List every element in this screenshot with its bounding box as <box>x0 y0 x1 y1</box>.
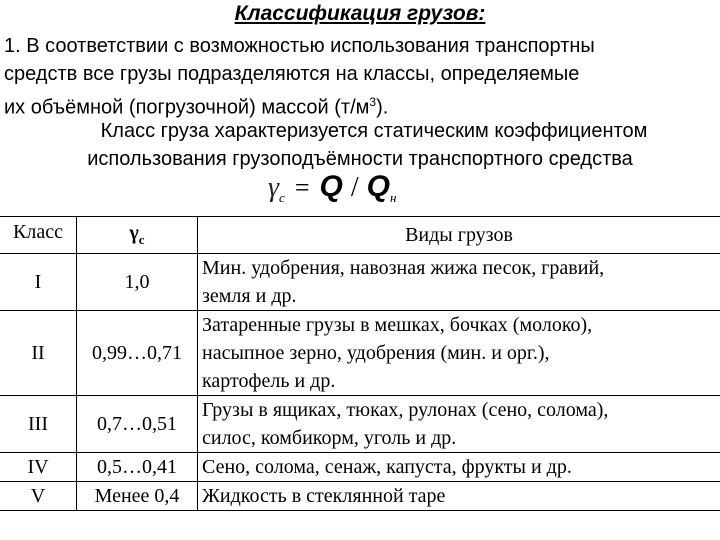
cell-class: V <box>0 482 77 511</box>
header-gamma <box>77 217 198 254</box>
formula <box>268 170 396 214</box>
cell-class: IV <box>0 453 77 482</box>
cell-gamma: 1,0 <box>77 254 198 311</box>
cell-line: Жидкость в стеклянной таре <box>202 485 446 507</box>
cell-line: Мин. удобрения, навозная жижа песок, гравий, <box>202 257 605 279</box>
superscript: 3 <box>369 95 377 109</box>
header-gamma-symbol: γ <box>129 222 139 244</box>
paragraph-coefficient <box>0 117 720 173</box>
cell-line: Сено, солома, сенаж, капуста, фрукты и др. <box>202 456 572 478</box>
cell-line: силос, комбикорм, уголь и др. <box>202 427 457 449</box>
cell-line: Затаренные грузы в мешках, бочках (молоко), <box>202 314 593 336</box>
cell-types <box>198 396 720 453</box>
cell-types <box>198 254 720 311</box>
paragraph-classes <box>4 32 720 122</box>
formula-qn: Q <box>366 170 390 203</box>
table-row <box>0 254 720 311</box>
page-title: Классификация грузов: <box>234 2 486 25</box>
paragraph-text-end: ). <box>376 96 389 119</box>
formula-q: Q <box>319 170 343 203</box>
cell-class: III <box>0 396 77 453</box>
paragraph-line: Класс груза характеризуется статическим коэффициентом <box>100 120 648 142</box>
cell-line: картофель и др. <box>202 370 336 392</box>
header-gamma-sub: с <box>138 232 145 247</box>
paragraph-text: их объёмной (погрузочной) массой (т/м <box>4 96 370 119</box>
table-row <box>0 311 720 396</box>
table-row <box>0 396 720 453</box>
formula-qn-sub: н <box>389 190 397 205</box>
formula-slash: / <box>350 172 359 203</box>
cell-class: I <box>0 254 77 311</box>
cell-gamma: 0,99…0,71 <box>77 311 198 396</box>
cell-line: земля и др. <box>202 285 297 307</box>
cell-line: Грузы в ящиках, тюках, рулонах (сено, солома), <box>202 399 609 421</box>
header-types: Виды грузов <box>198 217 720 254</box>
paragraph-line: использования грузоподъёмности транспортного средства <box>87 148 633 170</box>
cell-line: насыпное зерно, удобрения (мин. и орг.), <box>202 342 550 364</box>
formula-gamma: γ <box>268 172 280 203</box>
header-class: Класс <box>0 217 77 254</box>
cell-gamma: 0,7…0,51 <box>77 396 198 453</box>
cell-types <box>198 482 720 511</box>
cell-gamma: Менее 0,4 <box>77 482 198 511</box>
formula-equals: = <box>294 173 310 202</box>
cell-class: II <box>0 311 77 396</box>
cell-types <box>198 311 720 396</box>
formula-gamma-sub: с <box>279 190 285 205</box>
paragraph-line: 1. В соответствии с возможностью использования транспортны <box>4 35 595 57</box>
cell-gamma: 0,5…0,41 <box>77 453 198 482</box>
cell-types <box>198 453 720 482</box>
table-header-row <box>0 217 720 254</box>
table-row <box>0 482 720 511</box>
table-row <box>0 453 720 482</box>
cargo-class-table <box>0 216 720 511</box>
paragraph-line: средств все грузы подразделяются на классы, определяемые <box>4 63 580 85</box>
